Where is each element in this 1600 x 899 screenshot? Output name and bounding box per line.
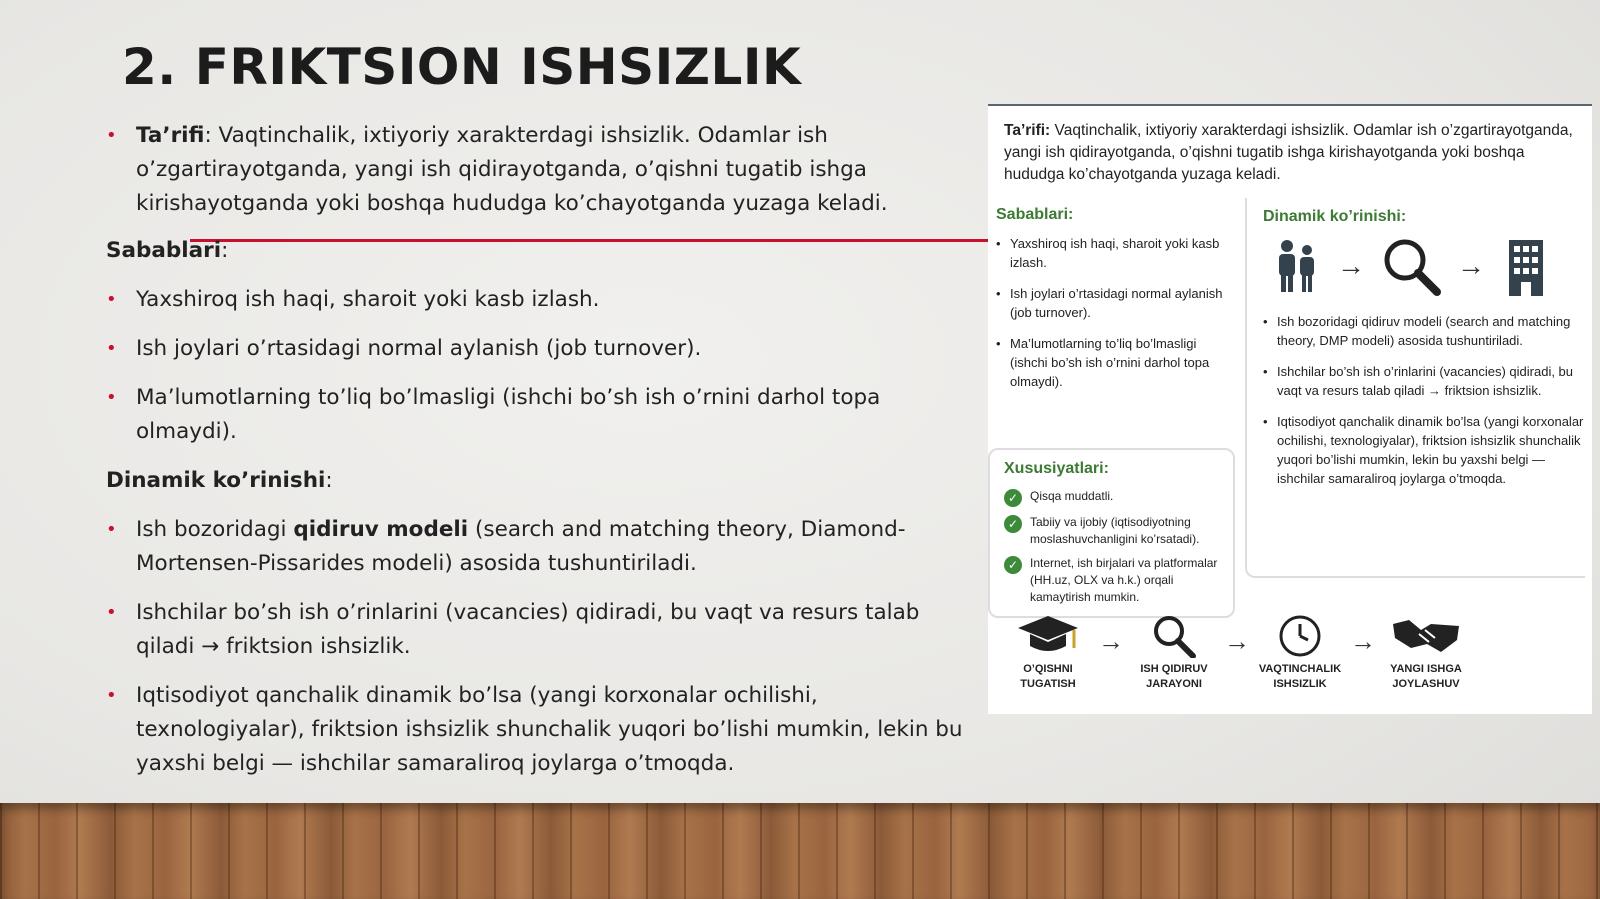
- arrow-icon: →: [1224, 626, 1250, 656]
- check-icon: ✓: [1004, 489, 1022, 507]
- step-label: O’QISHNI TUGATISH: [1020, 663, 1076, 690]
- infographic: [988, 104, 1592, 714]
- definition-label: Ta’rifi: [136, 123, 205, 148]
- infographic-dynamic-heading: Dinamik ko’rinishi:: [1263, 208, 1407, 225]
- arrow-icon: →: [1337, 250, 1365, 281]
- dynamic-item-text: Ish bozoridagi: [136, 517, 294, 542]
- infographic-features: [988, 448, 1235, 618]
- feature-text: Internet, ish birjalari va platformalar (HH.uz, OLX va h.k.) orqali kamaytirish mumkin.: [1030, 556, 1218, 604]
- step-temporary: [1250, 614, 1350, 692]
- infographic-causes-heading: Sabablari:: [996, 206, 1074, 223]
- cause-item: • Yaxshiroq ish haqi, sharoit yoki kasb izlash.: [106, 283, 976, 317]
- causes-heading: [106, 234, 976, 268]
- infographic-definition-label: Ta’rifi:: [1004, 122, 1051, 139]
- slide-content: [106, 119, 976, 796]
- check-icon: ✓: [1004, 515, 1022, 533]
- feature-row: [1004, 488, 1219, 507]
- people-icon: [1273, 238, 1321, 294]
- step-label: ISH QIDIRUV JARAYONI: [1140, 663, 1208, 690]
- infographic-dynamic-item: • Ish bozoridagi qidiruv modeli (search and matching theory, DMP modeli) asosida tushuntiriladi.: [1263, 312, 1585, 350]
- infographic-features-heading: Xususiyatlari:: [1004, 460, 1109, 477]
- dynamic-item: • Ishchilar bo’sh ish o’rinlarini (vacancies) qidiradi, bu vaqt va resurs talab qiladi → friktsion ishsizlik.: [106, 596, 976, 664]
- definition-bullet: [106, 119, 976, 221]
- step-job-search: [1124, 614, 1224, 692]
- graduation-cap-icon: [1016, 614, 1080, 658]
- colon: :: [221, 238, 229, 263]
- building-icon: [1501, 236, 1551, 296]
- infographic-definition: [1004, 120, 1574, 186]
- arrow-icon: →: [1350, 626, 1376, 656]
- dynamic-flow: [1273, 236, 1585, 296]
- wood-floor: [0, 803, 1600, 899]
- magnifier-icon: [1381, 236, 1441, 296]
- dynamic-item-bold: qidiruv modeli: [293, 517, 469, 542]
- infographic-dynamic: [1245, 198, 1585, 578]
- step-label: YANGI ISHGA JOYLASHUV: [1390, 663, 1462, 690]
- infographic-definition-text: Vaqtinchalik, ixtiyoriy xarakterdagi ishsizlik. Odamlar ish o’zgartirayotganda, yangi ish qidirayotganda, o’qishni tugatib ishga kirishayotganda yoki boshqa hududga ko’chayotganda yuzaga keladi.: [1004, 122, 1573, 183]
- feature-row: [1004, 555, 1219, 606]
- infographic-causes: [996, 206, 1231, 403]
- feature-row: [1004, 514, 1219, 548]
- colon: :: [325, 468, 333, 493]
- dynamic-item: • Iqtisodiyot qanchalik dinamik bo’lsa (yangi korxonalar ochilishi, texnologiyalar), friktsion ishsizlik shunchalik yuqori bo’lishi mumkin, lekin bu yaxshi belgi — ishchilar samaraliroq joylarga o’tmoqda.: [106, 679, 976, 781]
- dynamic-item-text: (search and matching theory, Diamond-Mortensen-Pissarides modeli) asosida tushuntiriladi.: [136, 517, 906, 576]
- arrow-icon: →: [1098, 626, 1124, 656]
- step-graduation: [998, 614, 1098, 692]
- arrow-icon: →: [1457, 250, 1485, 281]
- dynamic-item: [106, 513, 976, 581]
- cause-item: • Ish joylari o’rtasidagi normal aylanish (job turnover).: [106, 332, 976, 366]
- cause-item: • Ma’lumotlarning to’liq bo’lmasligi (ishchi bo’sh ish o’rnini darhol topa olmaydi).: [106, 381, 976, 449]
- magnifier-icon: [1150, 614, 1198, 658]
- check-icon: ✓: [1004, 556, 1022, 574]
- dynamic-heading-text: Dinamik ko’rinishi: [106, 468, 326, 493]
- infographic-cause-item: • Ma’lumotlarning to’liq bo’lmasligi (ishchi bo’sh ish o’rnini darhol topa olmaydi).: [996, 334, 1231, 391]
- handshake-icon: [1391, 614, 1461, 658]
- infographic-dynamic-item: • Ishchilar bo’sh ish o’rinlarini (vacancies) qidiradi, bu vaqt va resurs talab qiladi → friktsion ishsizlik.: [1263, 362, 1585, 400]
- step-label: VAQTINCHALIK ISHSIZLIK: [1258, 663, 1342, 690]
- dynamic-heading: [106, 464, 976, 498]
- slide-title: 2. FRIKTSION ISHSIZLIK: [122, 38, 802, 96]
- infographic-cause-item: • Yaxshiroq ish haqi, sharoit yoki kasb izlash.: [996, 234, 1231, 272]
- infographic-cause-item: • Ish joylari o’rtasidagi normal aylanish (job turnover).: [996, 284, 1231, 322]
- definition-text: : Vaqtinchalik, ixtiyoriy xarakterdagi ishsizlik. Odamlar ish o’zgartirayotganda, yangi ish qidirayotganda, o’qishni tugatib ishga kirishayotganda yoki boshqa hududga ko’chayotganda yuzaga keladi.: [136, 123, 888, 216]
- clock-icon: [1276, 614, 1324, 658]
- step-new-job: [1376, 614, 1476, 692]
- process-flow: [998, 614, 1578, 692]
- causes-heading-text: Sabablari: [106, 238, 222, 263]
- infographic-dynamic-item: • Iqtisodiyot qanchalik dinamik bo’lsa (yangi korxonalar ochilishi, texnologiyalar), friktsion ishsizlik shunchalik yuqori bo’lishi mumkin, lekin bu yaxshi belgi — ishchilar samaraliroq joylarga o’tmoqda.: [1263, 412, 1585, 488]
- feature-text: Qisqa muddatli.: [1030, 489, 1114, 503]
- feature-text: Tabiiy va ijobiy (iqtisodiyotning moslashuvchanligini ko’rsatadi).: [1030, 515, 1200, 546]
